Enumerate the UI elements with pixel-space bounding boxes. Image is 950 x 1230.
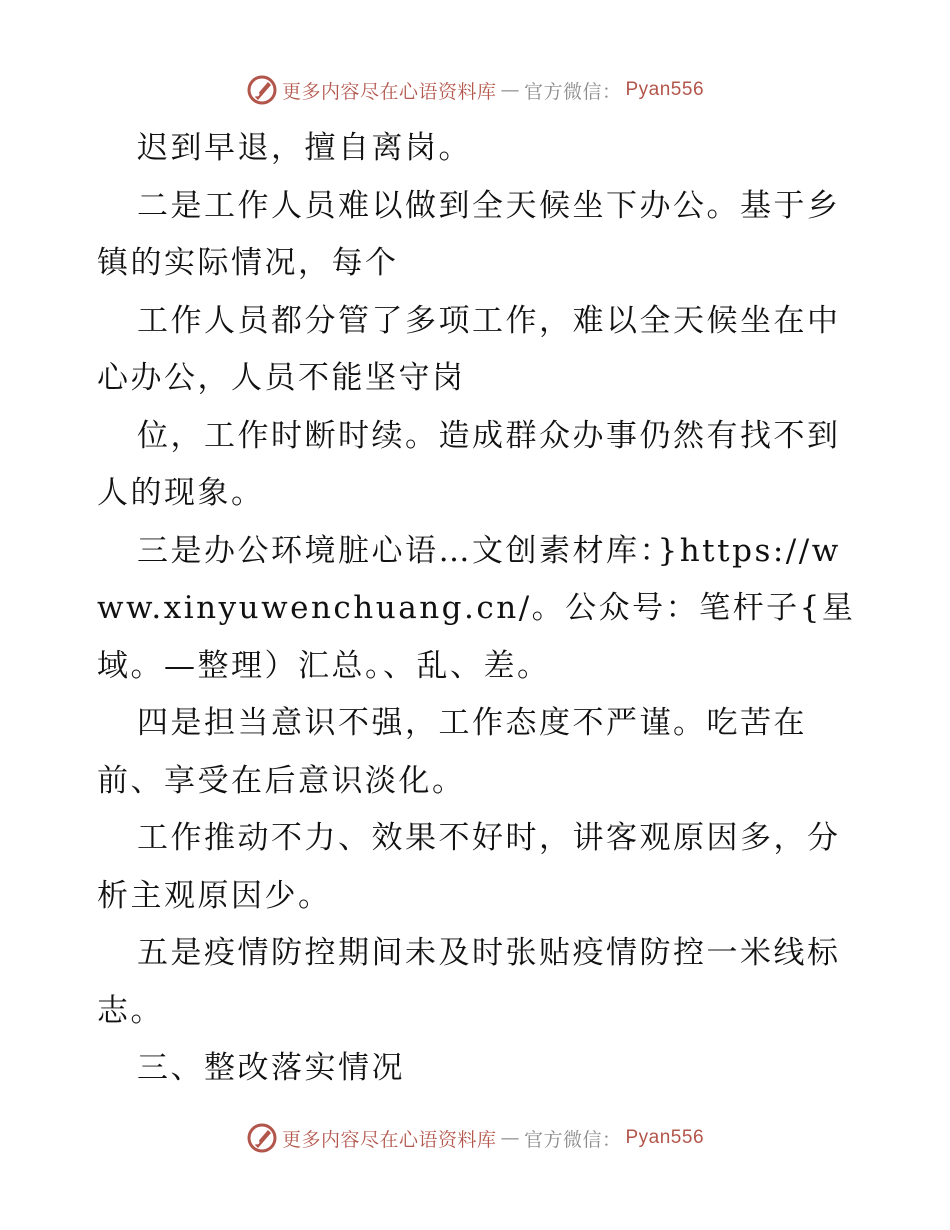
paragraph-4: 位，工作时断时续。造成群众办事仍然有找不到人的现象。 — [97, 417, 841, 511]
banner-separator: — — [500, 79, 520, 101]
banner-wechat-id: Pyan556 — [625, 79, 705, 100]
pen-seal-icon — [246, 1122, 278, 1154]
paragraph-7: 工作推动不力、效果不好时，讲客观原因多，分析主观原因少。 — [97, 820, 841, 914]
section-heading: 三、整改落实情况 — [137, 1050, 405, 1086]
banner-wechat-label: 官方微信： — [523, 1128, 622, 1151]
paragraph-6: 四是担当意识不强，工作态度不严谨。吃苦在前、享受在后意识淡化。 — [97, 705, 807, 799]
paragraph-8: 五是疫情防控期间未及时张贴疫情防控一米线标志。 — [97, 935, 841, 1029]
banner-wechat-label: 官方微信： — [523, 80, 622, 103]
paragraph-1: 迟到早退，擅自离岗。 — [137, 130, 472, 166]
banner-wechat-id: Pyan556 — [625, 1127, 705, 1148]
paragraph-3: 工作人员都分管了多项工作，难以全天候坐在中心办公，人员不能坚守岗 — [97, 302, 841, 396]
header-watermark-banner — [0, 70, 950, 110]
paragraph-5: 三是办公环境脏心语…文创素材库：}https://www.xinyuwenchuang.cn/。公众号：笔杆子{星域。—整理）汇总。、乱、差。 — [97, 532, 856, 684]
banner-site-text: 更多内容尽在心语资料库 — [281, 80, 497, 103]
document-body — [97, 120, 857, 1098]
paragraph-2: 二是工作人员难以做到全天候坐下办公。基于乡镇的实际情况，每个 — [97, 187, 841, 281]
banner-site-text: 更多内容尽在心语资料库 — [281, 1128, 497, 1151]
banner-separator: — — [500, 1127, 520, 1149]
pen-seal-icon — [246, 74, 278, 106]
footer-watermark-banner — [0, 1118, 950, 1158]
